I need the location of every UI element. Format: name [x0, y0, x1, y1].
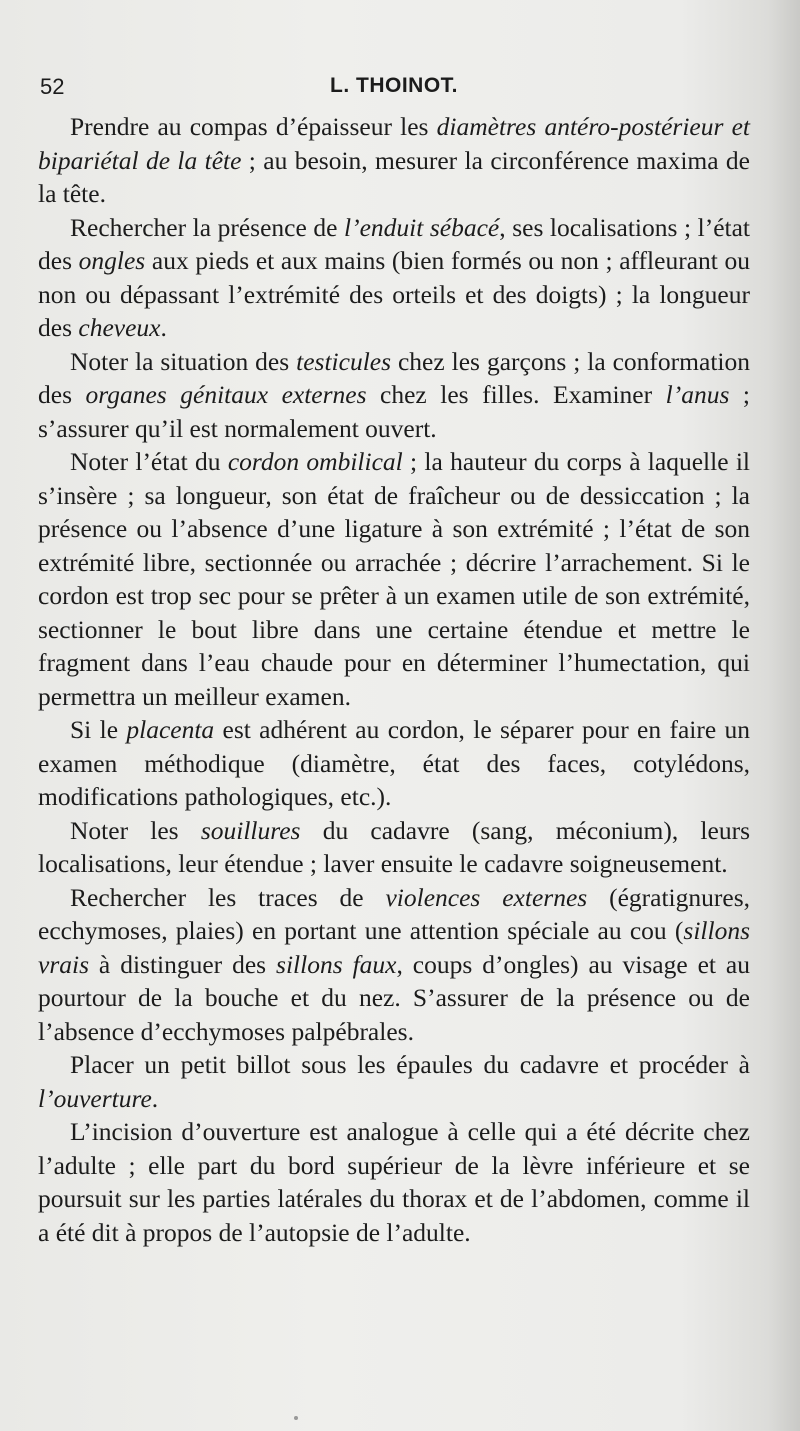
paragraph — [38, 713, 750, 814]
italic-run: cheveux — [78, 313, 161, 342]
text-run: Prendre au compas d’épaisseur les — [70, 112, 437, 141]
text-run: chez les garçons ; la conformation des — [38, 346, 750, 409]
text-run: . — [151, 1083, 159, 1113]
italic-run: sillons vrais — [38, 916, 750, 979]
text-run: Si le — [70, 715, 127, 744]
italic-run: souillures — [200, 815, 301, 845]
body-text — [38, 110, 750, 1249]
text-run: aux pieds et aux mains (bien formés ou non ; affleurant ou non ou dépassant l’extrémité des orteils et des doigts) ; la longueur des — [38, 246, 750, 342]
italic-run: placenta — [126, 715, 215, 744]
text-run: ; s’assurer qu’il est normalement ouvert. — [38, 380, 750, 443]
paragraph — [38, 110, 750, 211]
italic-run: organes génitaux externes — [85, 380, 367, 409]
text-run: Noter la situation des — [70, 346, 297, 376]
text-run: . — [160, 313, 167, 342]
running-head: L. THOINOT. — [330, 74, 458, 97]
italic-run: cordon ombilical — [227, 447, 403, 476]
paragraph — [38, 1115, 750, 1249]
text-run: ; la hauteur du corps à laquelle il s’insère ; sa longueur, son état de fraîcheur ou de dessiccation ; la présence ou l’absence d’une ligature à son extrémité ; l’état de son extrémité libre, sectionnée ou arrachée ; décrire l’arrachement. Si le cordon est trop sec pour se prêter à un examen utile de son extrémité, sectionner le bout libre dans une certaine étendue et mettre le fragment dans l’eau chaude pour en déterminer l’humectation, qui permettra un meilleur examen. — [38, 447, 750, 711]
text-run: du cadavre (sang, méconium), leurs localisations, leur étendue ; laver ensuite le cadavre soigneusement. — [38, 815, 751, 878]
text-run: à distinguer des — [89, 949, 277, 979]
italic-run: sillons faux — [276, 949, 397, 979]
text-run: ; au besoin, mesurer la circonférence maxima de la tête. — [38, 145, 750, 208]
text-run: Placer un petit billot sous les épaules du cadavre et procéder à — [70, 1050, 750, 1079]
page-header — [40, 74, 760, 104]
paragraph — [38, 881, 750, 1049]
italic-run: l’enduit sébacé — [344, 212, 500, 242]
text-run: Rechercher les traces de — [70, 882, 386, 912]
italic-run: diamètres antéro-postérieur et bipariétal de la tête — [38, 112, 750, 175]
italic-run: violences externes — [385, 882, 588, 912]
text-run: chez les filles. Examiner — [366, 380, 666, 409]
text-run: est adhérent au cordon, le séparer pour en faire un examen méthodique (diamètre, état des faces, cotylédons, modifications pathologiques, etc.). — [38, 715, 750, 811]
page-speck — [294, 1416, 298, 1420]
paragraph — [38, 814, 750, 881]
text-run: L’incision d’ouverture est analogue à celle qui a été décrite chez l’adulte ; elle part du bord supérieur de la lèvre inférieure et se poursuit sur les parties latérales du thorax et de l’abdomen, comme il a été dit à propos de l’autopsie de l’adulte. — [38, 1117, 750, 1247]
text-run: Noter l’état du — [70, 447, 228, 476]
text-run: (égratignures, ecchymoses, plaies) en portant une attention spéciale au cou ( — [38, 882, 750, 945]
paragraph — [38, 445, 750, 713]
text-run: , coups d’ongles) au visage et au pourtour de la bouche et du nez. S’assurer de la présence ou de l’absence d’ecchymoses palpébrales. — [38, 949, 750, 1046]
paragraph — [38, 1048, 750, 1115]
italic-run: testicules — [296, 346, 392, 376]
paragraph — [38, 211, 750, 345]
italic-run: l’anus — [665, 380, 730, 409]
text-run: Noter les — [70, 815, 201, 845]
italic-run: l’ouverture — [38, 1083, 152, 1113]
text-run: Rechercher la présence de — [70, 212, 344, 242]
paragraph — [38, 345, 750, 446]
page-number: 52 — [40, 74, 65, 99]
text-run: , ses localisations ; l’état des — [38, 212, 750, 275]
italic-run: ongles — [78, 246, 146, 275]
